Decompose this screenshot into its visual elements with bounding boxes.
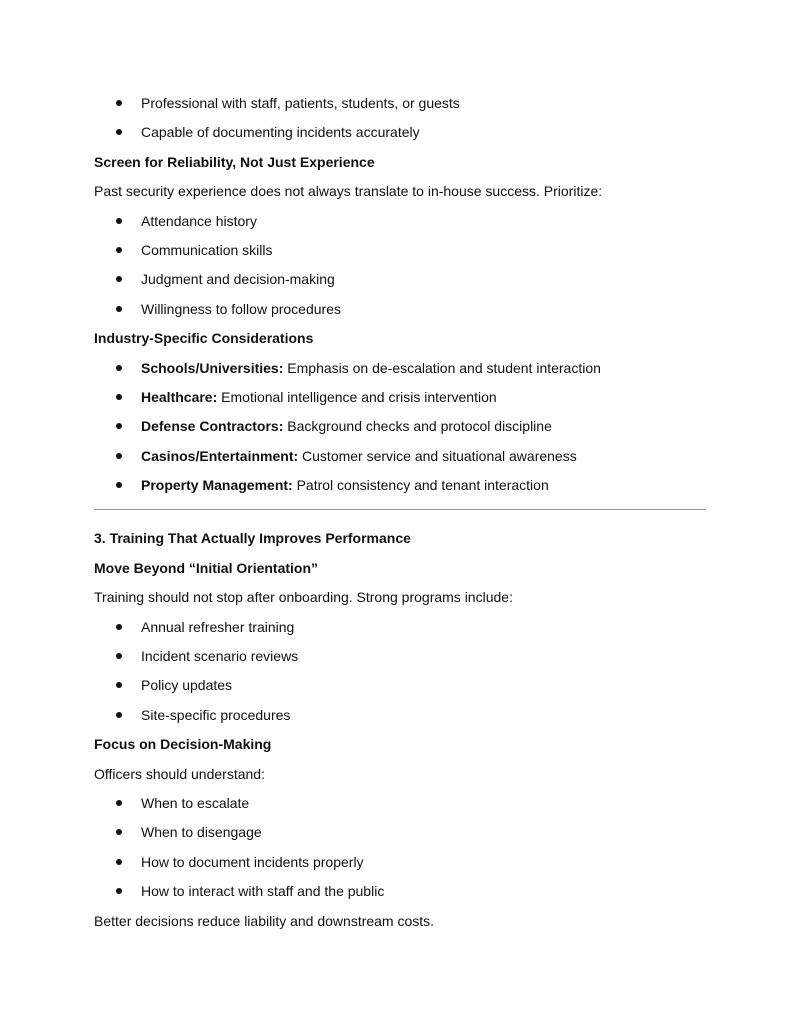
bullet-icon: [116, 394, 122, 400]
bullet-icon: [116, 859, 122, 865]
list-item-text: Attendance history: [141, 212, 257, 229]
list-item: [94, 299, 706, 328]
bullet-icon: [116, 653, 122, 659]
list-item: [94, 93, 706, 122]
list-item: [94, 852, 706, 881]
section-divider: [94, 509, 706, 510]
list-item: [94, 705, 706, 734]
decision-heading: Focus on Decision-Making: [94, 736, 272, 753]
list-item-text: Emotional intelligence and crisis intervention: [217, 388, 497, 405]
list-item-label: Property Management:: [141, 477, 293, 494]
list-item-text: Site-specific procedures: [141, 706, 291, 723]
list-item: [94, 122, 706, 151]
bullet-icon: [116, 712, 122, 718]
list-item-text: Incident scenario reviews: [141, 648, 299, 665]
list-item: [94, 269, 706, 298]
bullet-icon: [116, 800, 122, 806]
list-item: [94, 446, 706, 475]
list-item-text: Customer service and situational awareness: [298, 447, 577, 464]
list-item: [94, 646, 706, 675]
list-item-text: Policy updates: [141, 677, 233, 694]
list-item-text: When to escalate: [141, 794, 250, 811]
bullet-icon: [116, 888, 122, 894]
list-item-text: Emphasis on de-escalation and student interaction: [283, 359, 601, 376]
list-item-text: When to disengage: [141, 824, 262, 841]
list-item-text: Judgment and decision-making: [141, 271, 335, 288]
list-item: [94, 822, 706, 851]
list-item: [94, 387, 706, 416]
closing-paragraph: Better decisions reduce liability and downstream costs.: [94, 912, 435, 929]
list-item-text: How to document incidents properly: [141, 853, 364, 870]
list-item-text: Annual refresher training: [141, 618, 295, 635]
list-item: [94, 881, 706, 910]
list-item: [94, 358, 706, 387]
list-item-text: Capable of documenting incidents accurately: [141, 124, 420, 141]
list-item-text: Willingness to follow procedures: [141, 300, 341, 317]
list-item-label: Defense Contractors:: [141, 418, 284, 435]
reliability-heading: Screen for Reliability, Not Just Experience: [94, 153, 375, 170]
list-item-label: Schools/Universities:: [141, 359, 284, 376]
list-item-text: Patrol consistency and tenant interaction: [292, 477, 549, 494]
document-page: [94, 93, 706, 940]
list-item: [94, 240, 706, 269]
section-title: 3. Training That Actually Improves Performance: [94, 530, 411, 547]
list-item-label: Healthcare:: [141, 388, 218, 405]
list-item-text: Communication skills: [141, 241, 273, 258]
bullet-icon: [116, 247, 122, 253]
move-heading: Move Beyond “Initial Orientation”: [94, 559, 319, 576]
bullet-icon: [116, 218, 122, 224]
bullet-icon: [116, 306, 122, 312]
list-item: [94, 416, 706, 445]
decision-intro: Officers should understand:: [94, 765, 265, 782]
list-item-text: Professional with staff, patients, students, or guests: [141, 95, 460, 111]
list-item-label: Casinos/Entertainment:: [141, 447, 299, 464]
bullet-icon: [116, 423, 122, 429]
bullet-icon: [116, 276, 122, 282]
list-item: [94, 211, 706, 240]
industry-heading: Industry-Specific Considerations: [94, 330, 314, 347]
bullet-icon: [116, 453, 122, 459]
list-item-text: How to interact with staff and the public: [141, 883, 385, 900]
bullet-icon: [116, 682, 122, 688]
list-item: [94, 617, 706, 646]
bullet-icon: [116, 829, 122, 835]
list-item: [94, 793, 706, 822]
list-item-text: Background checks and protocol discipline: [283, 418, 552, 435]
bullet-icon: [116, 624, 122, 630]
move-intro: Training should not stop after onboarding. Strong programs include:: [94, 589, 513, 606]
bullet-icon: [116, 100, 122, 106]
bullet-icon: [116, 482, 122, 488]
list-item: [94, 675, 706, 704]
list-item: [94, 475, 706, 504]
bullet-icon: [116, 129, 122, 135]
reliability-intro: Past security experience does not always translate to in-house success. Prioritize:: [94, 183, 603, 200]
bullet-icon: [116, 365, 122, 371]
